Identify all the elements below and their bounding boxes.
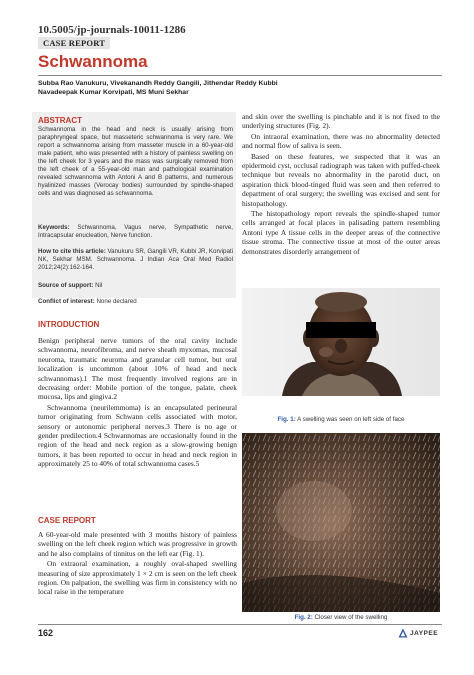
authors-line-2: Navadeepak Kumar Korvipati, MS Muni Sekhar bbox=[38, 89, 189, 96]
citation-text: Vanukuru SR, Gangili VR, Kubbi JR, Korvipati NK, Sekhar MSM. Schwannoma. J Indian Aca Oral Med Radiol 2012;24(2):162-164. bbox=[38, 248, 233, 271]
conflict-text: None declared bbox=[94, 298, 137, 305]
footer-rule bbox=[38, 624, 442, 625]
right-column-text bbox=[242, 112, 440, 257]
patient-face-image bbox=[242, 288, 440, 396]
figure-1-label: Fig. 1: bbox=[277, 416, 296, 423]
doi: 10.5005/jp-journals-10011-1286 bbox=[38, 24, 186, 36]
support-text: Nil bbox=[93, 282, 103, 289]
introduction-heading: INTRODUCTION bbox=[38, 320, 100, 329]
conflict-of-interest bbox=[38, 298, 233, 306]
figure-2-label: Fig. 2: bbox=[294, 614, 313, 621]
author-list bbox=[38, 79, 442, 97]
right-paragraph-4: The histopathology report reveals the spindle-shaped tumor cells arranged at focal places in palisading pattern resembling Antoni type A tissue cells in the deeper areas of the connective tissue stroma. The connective tissue at most of the outer areas demonstrates disorderly arrangement of bbox=[242, 209, 440, 256]
right-paragraph-2: On intraoral examination, there was no abnormality detected and normal flow of saliva is seen. bbox=[242, 131, 440, 151]
figure-2-photo bbox=[242, 433, 440, 612]
abstract-heading: ABSTRACT bbox=[38, 116, 82, 125]
introduction-text bbox=[38, 336, 237, 470]
article-title: Schwannoma bbox=[38, 52, 148, 71]
jaypee-logo-icon bbox=[398, 628, 408, 638]
abstract-text: Schwannoma in the head and neck is usually arising from paraphryngeal space, but masseteric schwannoma is very rare. We report a schwannoma arising from masseter muscle in a 60-year-old male patient, who was presented with a history of painless swelling on the left cheek for 3 years and the mass was surgically removed from the left cheek of a 55-year-old man and pathological examination revealed schwannoma with Antoni A and B patterns, and numerous hyalinized masses (Verocay bodies) surrounded by spindle-shaped cells and was diagnosed as schwannoma. bbox=[38, 126, 233, 197]
figure-1-caption-text: A swelling was seen on left side of face bbox=[295, 416, 405, 423]
support-label: Source of support: bbox=[38, 282, 94, 289]
figure-2-caption bbox=[242, 614, 440, 621]
case-report-paragraph-2: On extraoral examination, a roughly oval-shaped swelling measuring of size approximately 1 × 2 cm is seen on the left cheek region. On palpation, the swelling was firm in consistency with no local raise in the temperature bbox=[38, 559, 237, 597]
source-of-support bbox=[38, 282, 233, 290]
introduction-paragraph-2: Schwannoma (neurilemmoma) is an encapsulated perineural tumor originating from Schwann cells associated with motor, sensory or autonomic peripheral nerves.3 There is no age or gender predilection.4 Schwannomas are occasionally found in the region of the head and neck region as a slow-growing benign tumors, it has been reported to occur in head and neck region in approximately 25 to 40% of total schwannoma cases.5 bbox=[38, 402, 237, 469]
citation-label: How to cite this article: bbox=[38, 248, 106, 255]
introduction-paragraph-1: Benign peripheral nerve tumors of the oral cavity include schwannoma, neurofibroma, and nerve sheath myxomas, mucosal neuroma, traumatic neuroma and granular cell tumor, but oral localization is uncommon (about 10% of head and neck schwannomas).1 The most frequently involved regions are in decreasing order: Mobile portion of the tongue, palate, cheek mucosa, lips and gingiva.2 bbox=[38, 336, 237, 402]
citation bbox=[38, 248, 233, 272]
keywords-text: Schwannoma, Vagus nerve, Sympathetic nerve, Intracapsular enucleation, Nerve function. bbox=[38, 224, 233, 239]
keywords-label: Keywords: bbox=[38, 224, 70, 231]
case-report-text bbox=[38, 530, 237, 598]
case-report-paragraph-1: A 60-year-old male presented with 3 months history of painless swelling on the left cheek region which was progressive in growth and he also complains of tinnitus on the left ear (Fig. 1). bbox=[38, 530, 237, 558]
case-report-heading: CASE REPORT bbox=[38, 516, 96, 525]
publisher-name: JAYPEE bbox=[410, 629, 439, 637]
authors-line-1: Subba Rao Vanukuru, Vivekanandh Reddy Gangili, Jithendar Reddy Kubbi bbox=[38, 80, 278, 87]
conflict-label: Conflict of interest: bbox=[38, 298, 95, 305]
right-paragraph-3: Based on these features, we suspected that it was an epidermoid cyst, occlusal radiograph was taken with puffed-cheek technique but reveals no abnormality in the parotid duct, on aspiration thick blood-tinged fluid was seen and then referred to department of oral surgery; the swelling was excised and sent for histopathology. bbox=[242, 151, 440, 208]
figure-2-caption-text: Closer view of the swelling bbox=[312, 614, 388, 621]
right-paragraph-1: and skin over the swelling is pinchable and it is not fixed to the underlying structures (Fig. 2). bbox=[242, 112, 440, 131]
article-type-badge: CASE REPORT bbox=[38, 37, 110, 49]
keywords bbox=[38, 224, 233, 240]
figure-1-caption bbox=[242, 416, 440, 423]
header-rule bbox=[38, 75, 442, 76]
page-number: 162 bbox=[38, 628, 54, 638]
publisher-logo bbox=[398, 628, 438, 638]
figure-1-photo bbox=[242, 288, 440, 396]
swelling-closeup-image bbox=[242, 433, 440, 612]
